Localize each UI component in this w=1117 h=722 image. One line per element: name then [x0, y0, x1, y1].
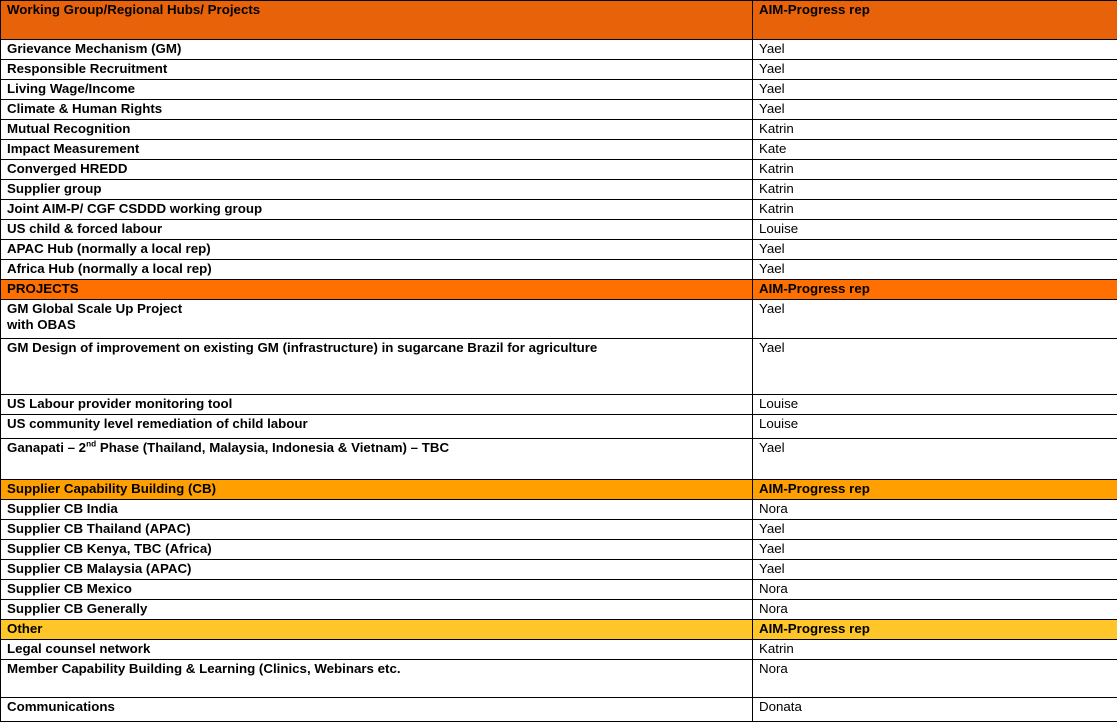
section-rep-cell: AIM-Progress rep: [753, 620, 1117, 640]
section-header-row-other: [1, 620, 1117, 640]
row-rep-cell: Nora: [753, 660, 1117, 698]
row-rep-cell: Kate: [753, 140, 1117, 160]
row-label-cell: Supplier CB Malaysia (APAC): [1, 560, 753, 580]
row-label-cell: Supplier CB Thailand (APAC): [1, 520, 753, 540]
row-label-cell: US Labour provider monitoring tool: [1, 395, 753, 415]
row-label-cell: Converged HREDD: [1, 160, 753, 180]
row-label-cell: APAC Hub (normally a local rep): [1, 240, 753, 260]
table-row: [1, 60, 1117, 80]
section-label-cell: Other: [1, 620, 753, 640]
row-label-cell: Living Wage/Income: [1, 80, 753, 100]
row-rep-cell: Katrin: [753, 640, 1117, 660]
table-row: [1, 140, 1117, 160]
row-label-cell: Supplier CB India: [1, 500, 753, 520]
table-row: [1, 300, 1117, 339]
table-head: [1, 1, 1117, 40]
row-label-cell: Responsible Recruitment: [1, 60, 753, 80]
table-row: [1, 640, 1117, 660]
table-row: [1, 439, 1117, 480]
row-label-cell: Africa Hub (normally a local rep): [1, 260, 753, 280]
table-row: [1, 600, 1117, 620]
row-label-cell: Supplier CB Kenya, TBC (Africa): [1, 540, 753, 560]
row-label-cell: GM Design of improvement on existing GM (infrastructure) in sugarcane Brazil for agriculture: [1, 339, 753, 395]
row-rep-cell: Yael: [753, 540, 1117, 560]
row-label-cell: Communications: [1, 698, 753, 722]
table-header-row: [1, 1, 1117, 40]
row-rep-cell: Katrin: [753, 160, 1117, 180]
row-rep-cell: Katrin: [753, 180, 1117, 200]
row-rep-cell: Yael: [753, 100, 1117, 120]
row-rep-cell: Nora: [753, 600, 1117, 620]
section-header-row-supplier-capability-building: [1, 480, 1117, 500]
table-row: [1, 240, 1117, 260]
row-rep-cell: Nora: [753, 580, 1117, 600]
row-label-cell: Mutual Recognition: [1, 120, 753, 140]
table-row: [1, 80, 1117, 100]
table-row: [1, 260, 1117, 280]
table-row: [1, 180, 1117, 200]
table-row: [1, 540, 1117, 560]
table-row: [1, 40, 1117, 60]
table-row: [1, 160, 1117, 180]
table-row: [1, 220, 1117, 240]
row-label-cell: Member Capability Building & Learning (Clinics, Webinars etc.: [1, 660, 753, 698]
table-row: [1, 100, 1117, 120]
column-header-aim-progress-rep: AIM-Progress rep: [753, 1, 1117, 40]
row-label-cell: Grievance Mechanism (GM): [1, 40, 753, 60]
section-header-row-projects: [1, 280, 1117, 300]
table-row: [1, 520, 1117, 540]
row-rep-cell: Louise: [753, 220, 1117, 240]
row-rep-cell: Yael: [753, 60, 1117, 80]
table-row: [1, 339, 1117, 395]
table-row: [1, 698, 1117, 722]
table-row: [1, 580, 1117, 600]
table-body: [1, 40, 1117, 722]
row-rep-cell: Yael: [753, 80, 1117, 100]
row-label-cell: Joint AIM-P/ CGF CSDDD working group: [1, 200, 753, 220]
row-label-cell: Climate & Human Rights: [1, 100, 753, 120]
row-rep-cell: Yael: [753, 520, 1117, 540]
table-row: [1, 500, 1117, 520]
section-label-cell: PROJECTS: [1, 280, 753, 300]
row-label-cell: Impact Measurement: [1, 140, 753, 160]
row-rep-cell: Yael: [753, 300, 1117, 339]
table-row: [1, 120, 1117, 140]
section-label-cell: Supplier Capability Building (CB): [1, 480, 753, 500]
row-rep-cell: Yael: [753, 260, 1117, 280]
row-label-cell: Supplier group: [1, 180, 753, 200]
table-row: [1, 560, 1117, 580]
row-rep-cell: Louise: [753, 395, 1117, 415]
row-rep-cell: Yael: [753, 40, 1117, 60]
row-rep-cell: Yael: [753, 560, 1117, 580]
row-rep-cell: Katrin: [753, 120, 1117, 140]
row-rep-cell: Yael: [753, 339, 1117, 395]
table-row: [1, 660, 1117, 698]
row-rep-cell: Katrin: [753, 200, 1117, 220]
row-rep-cell: Louise: [753, 415, 1117, 439]
row-label-cell: US community level remediation of child labour: [1, 415, 753, 439]
row-label-cell: Supplier CB Generally: [1, 600, 753, 620]
row-rep-cell: Nora: [753, 500, 1117, 520]
table-row: [1, 200, 1117, 220]
row-rep-cell: Yael: [753, 439, 1117, 480]
section-rep-cell: AIM-Progress rep: [753, 480, 1117, 500]
section-rep-cell: AIM-Progress rep: [753, 280, 1117, 300]
row-rep-cell: Donata: [753, 698, 1117, 722]
row-label-cell: Supplier CB Mexico: [1, 580, 753, 600]
row-label-cell: US child & forced labour: [1, 220, 753, 240]
row-label-cell: GM Global Scale Up Project with OBAS: [1, 300, 753, 339]
column-header-working-group: Working Group/Regional Hubs/ Projects: [1, 1, 753, 40]
row-label-cell: Ganapati – 2nd Phase (Thailand, Malaysia, Indonesia & Vietnam) – TBC: [1, 439, 753, 480]
row-rep-cell: Yael: [753, 240, 1117, 260]
row-label-cell: Legal counsel network: [1, 640, 753, 660]
table-row: [1, 395, 1117, 415]
table-row: [1, 415, 1117, 439]
